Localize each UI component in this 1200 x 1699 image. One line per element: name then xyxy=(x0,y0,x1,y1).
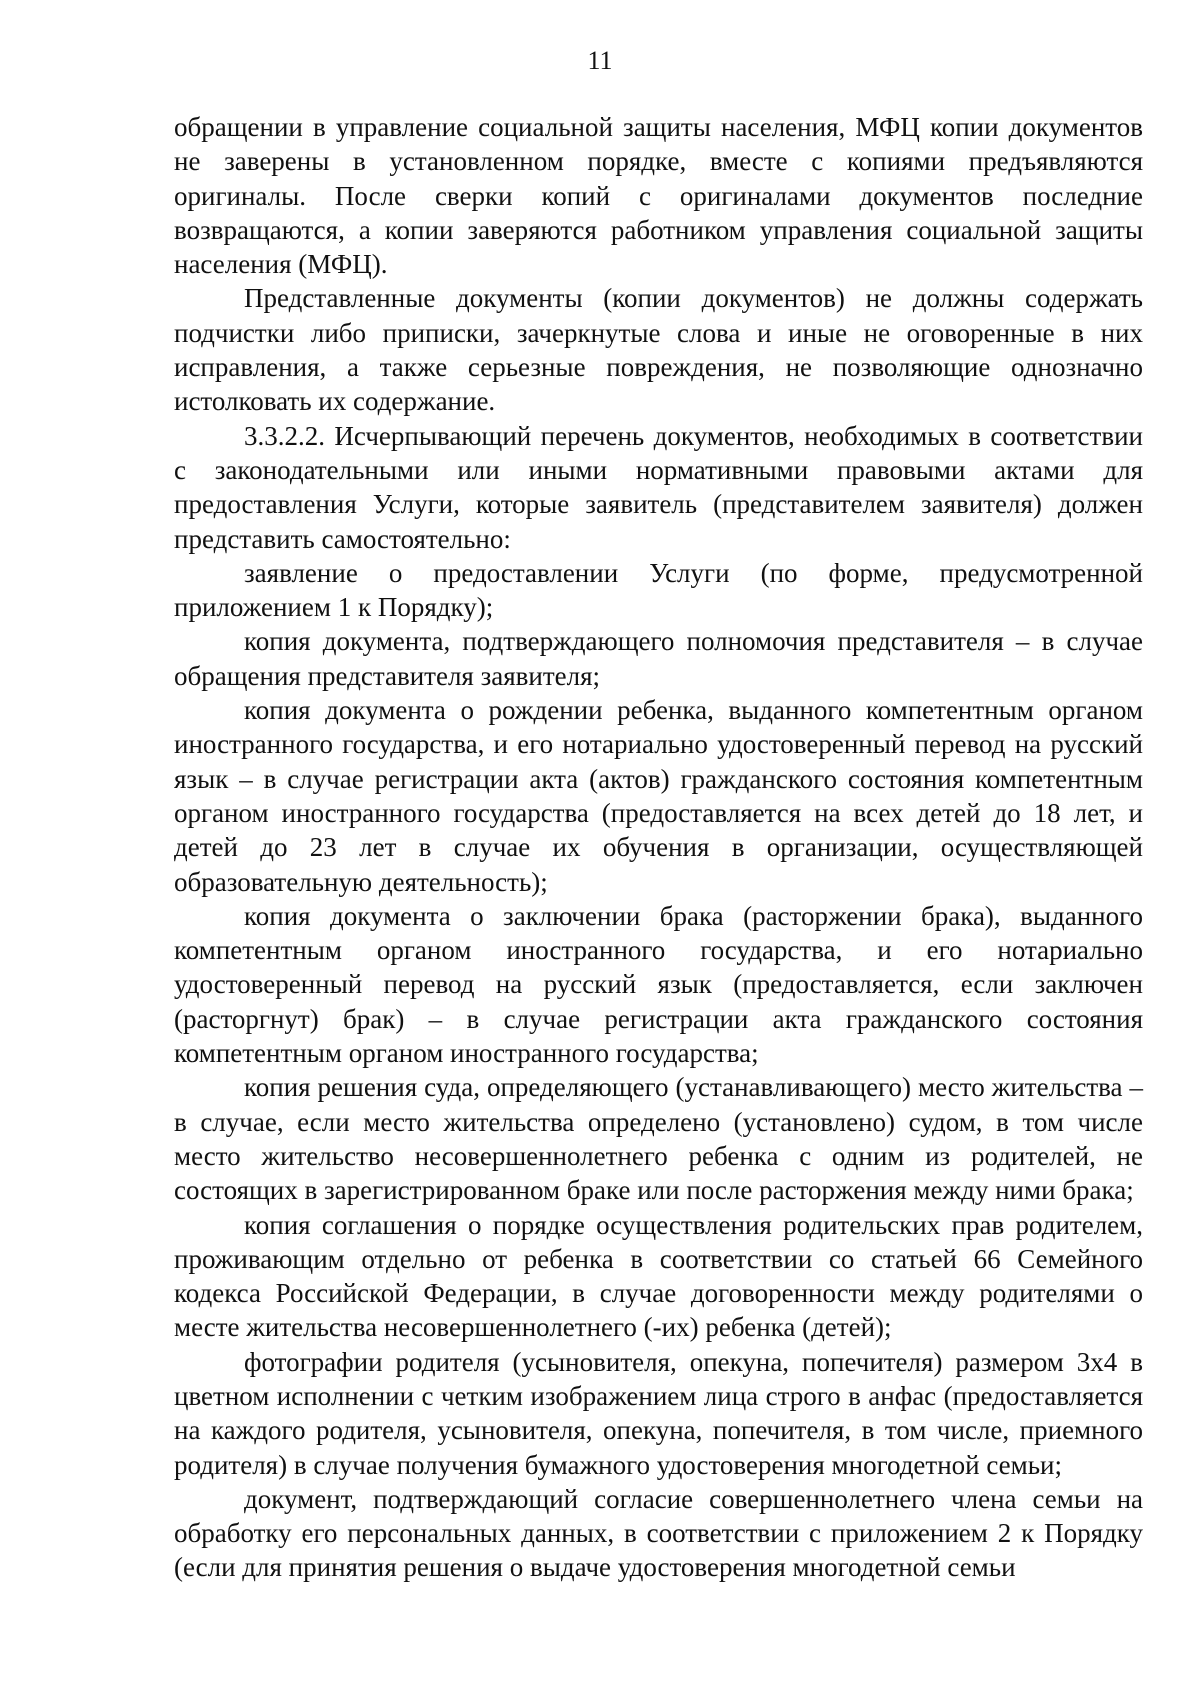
list-item-parental-agreement: копия соглашения о порядке осуществления родительских прав родителем, проживающим отдельно от ребенка в соответствии со статьей 66 Семейного кодекса Российской Федерации, в случае договоренности между родителями о месте жительства несовершеннолетнего (-их) ребенка (детей); xyxy=(174,1209,1143,1343)
paragraph-document-requirements: Представленные документы (копии документов) не должны содержать подчистки либо приписки, зачеркнутые слова и иные не оговоренные в них исправления, а также серьезные повреждения, не позволяющие однозначно истолковать их содержание. xyxy=(174,283,1143,417)
page-number: 11 xyxy=(587,46,613,75)
document-body xyxy=(174,110,1143,1585)
list-item-birth-document: копия документа о рождении ребенка, выданного компетентным органом иностранного государства, и его нотариально удостоверенный перевод на русский язык – в случае регистрации акта (актов) гражданского состояния компетентным органом иностранного государства (предоставляется на всех детей до 18 лет, и детей до 23 лет в случае их обучения в организации, осуществляющей образовательную деятельность); xyxy=(174,695,1143,897)
paragraph-copies-certification: обращении в управление социальной защиты населения, МФЦ копии документов не заверены в установленном порядке, вместе с копиями предъявляются оригиналы. После сверки копий с оригиналами документов последние возвращаются, а копии заверяются работником управления социальной защиты населения (МФЦ). xyxy=(174,112,1143,280)
list-item-application: заявление о предоставлении Услуги (по форме, предусмотренной приложением 1 к Порядку); xyxy=(174,557,1143,623)
list-item-personal-data-consent: документ, подтверждающий согласие совершеннолетнего члена семьи на обработку его персональных данных, в соответствии с приложением 2 к Порядку (если для принятия решения о выдаче удостоверения многодетной семьи xyxy=(174,1483,1143,1583)
list-item-representative-authority: копия документа, подтверждающего полномочия представителя – в случае обращения представителя заявителя; xyxy=(174,626,1143,691)
list-item-marriage-document: копия документа о заключении брака (расторжении брака), выданного компетентным органом иностранного государства, и его нотариально удостоверенный перевод на русский язык (предоставляется, если заключен (расторгнут) брак) – в случае регистрации акта гражданского состояния компетентным органом иностранного государства; xyxy=(174,900,1143,1069)
list-item-photographs: фотографии родителя (усыновителя, опекуна, попечителя) размером 3х4 в цветном исполнении с четким изображением лица строго в анфас (предоставляется на каждого родителя, усыновителя, опекуна, попечителя, в том числе, приемного родителя) в случае получения бумажного удостоверения многодетной семьи; xyxy=(174,1346,1143,1480)
paragraph-section-3-3-2-2: 3.3.2.2. Исчерпывающий перечень документов, необходимых в соответствии с законодательными или иными нормативными правовыми актами для предоставления Услуги, которые заявитель (представителем заявителя) должен представить самостоятельно: xyxy=(174,420,1143,554)
list-item-court-decision: копия решения суда, определяющего (устанавливающего) место жительства – в случае, если место жительства определено (установлено) судом, в том числе место жительство несовершеннолетнего ребенка с одним из родителей, не состоящих в зарегистрированном браке или после расторжения между ними брака; xyxy=(174,1072,1143,1206)
